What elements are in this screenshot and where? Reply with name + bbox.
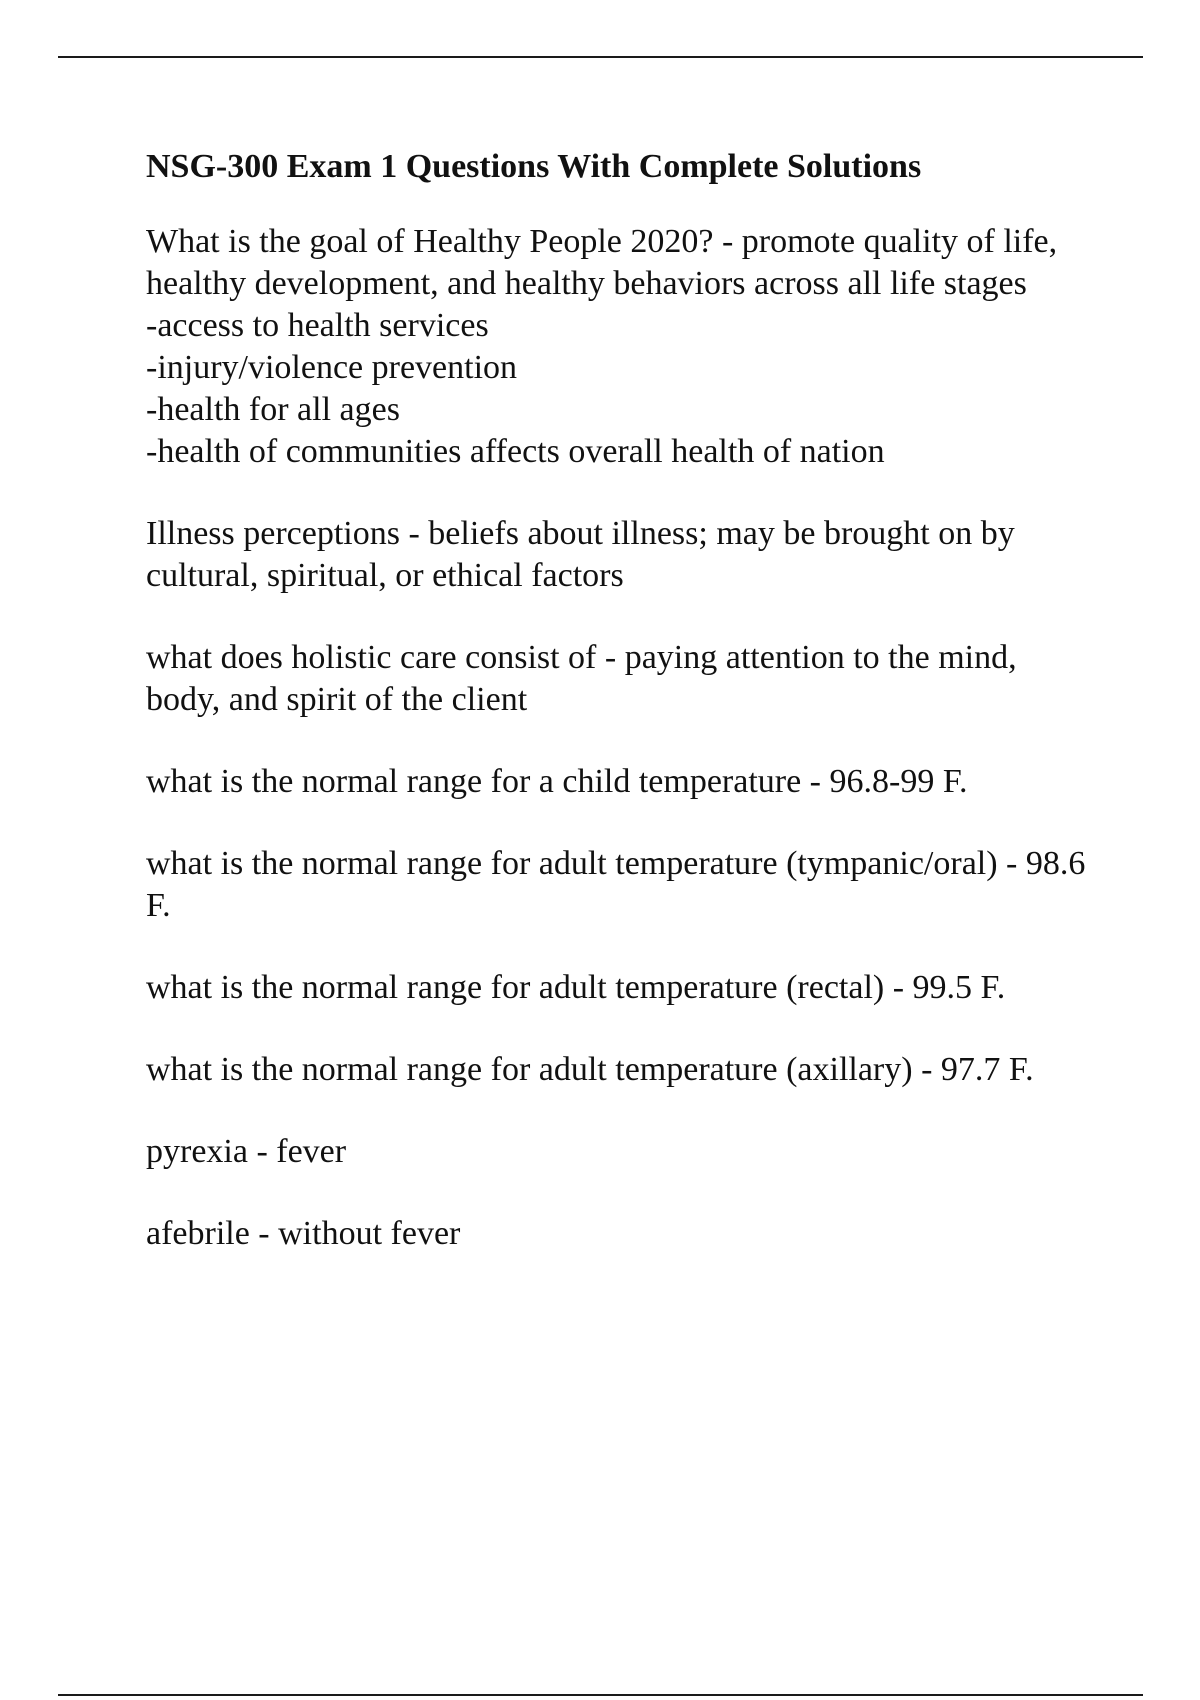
qa-entry-afebrile: afebrile - without fever [146,1215,461,1252]
document-body [146,143,1086,1295]
qa-entry-adult-temperature-axillary: what is the normal range for adult temperature (axillary) - 97.7 F. [146,1051,1034,1088]
qa-entry-child-temperature: what is the normal range for a child temperature - 96.8-99 F. [146,763,968,800]
qa-entry-adult-temperature-oral: what is the normal range for adult temperature (tympanic/oral) - 98.6 F. [146,845,1086,924]
qa-entry-healthy-people: What is the goal of Healthy People 2020? - promote quality of life, healthy development, and healthy behaviors across all life stages -access to health services -injury/violence prevention -health for all ages -health of communities affects overall health of nation [146,223,1058,470]
document-title: NSG-300 Exam 1 Questions With Complete Solutions [146,148,922,185]
qa-entry-illness-perceptions: Illness perceptions - beliefs about illness; may be brought on by cultural, spiritual, or ethical factors [146,515,1015,594]
header-rule [58,56,1143,58]
qa-entry-holistic-care: what does holistic care consist of - paying attention to the mind, body, and spirit of the client [146,639,1017,718]
footer-rule [58,1694,1143,1696]
qa-entry-adult-temperature-rectal: what is the normal range for adult temperature (rectal) - 99.5 F. [146,969,1006,1006]
qa-entry-pyrexia: pyrexia - fever [146,1133,347,1170]
